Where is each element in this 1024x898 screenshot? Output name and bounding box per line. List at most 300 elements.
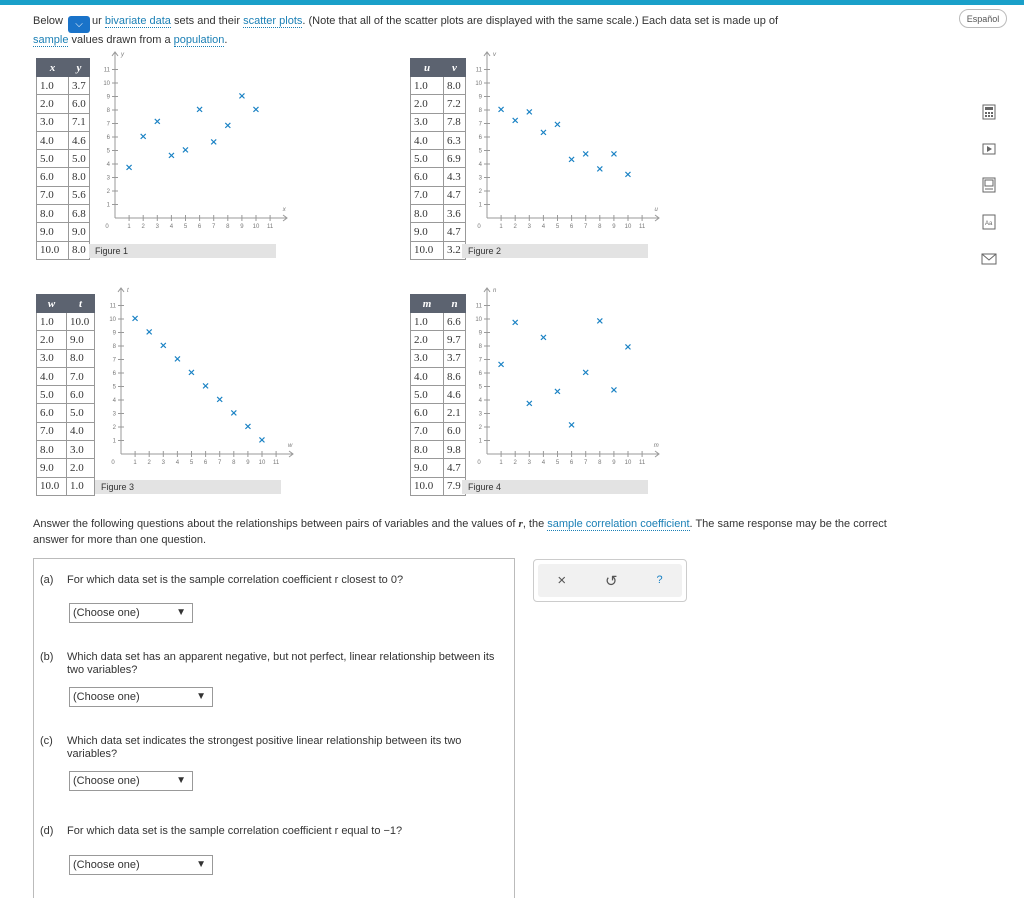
x-tick-label: 2 bbox=[513, 224, 517, 230]
x-tick-label: 10 bbox=[624, 224, 632, 230]
x-tick-label: 5 bbox=[183, 224, 188, 230]
y-tick-label: 8 bbox=[106, 108, 110, 114]
calculator-icon[interactable] bbox=[980, 104, 998, 120]
table-row bbox=[37, 186, 90, 204]
data-point: × bbox=[581, 367, 590, 379]
table-row bbox=[411, 131, 466, 149]
table-cell-x: 7.0 bbox=[411, 422, 444, 440]
table-header-m: m bbox=[411, 295, 444, 313]
data-point: × bbox=[257, 435, 267, 446]
y-tick-label: 8 bbox=[112, 344, 116, 350]
x-tick-label: 4 bbox=[541, 460, 546, 466]
y-tick-label: 7 bbox=[478, 357, 482, 364]
data-point: × bbox=[595, 163, 604, 175]
x-tick-label: 3 bbox=[527, 460, 531, 466]
x-tick-label: 9 bbox=[246, 460, 250, 466]
table-header-t: t bbox=[67, 295, 95, 313]
y-tick-label: 3 bbox=[106, 175, 110, 182]
y-tick-label: 2 bbox=[478, 425, 482, 431]
table-cell-x: 8.0 bbox=[411, 205, 444, 223]
table-cell-y: 9.0 bbox=[69, 223, 90, 241]
table-cell-y: 7.9 bbox=[444, 477, 466, 495]
y-tick-label: 4 bbox=[106, 162, 110, 168]
glossary-icon[interactable] bbox=[980, 214, 998, 230]
x-tick-label: 1 bbox=[127, 224, 131, 230]
table-cell-y: 8.0 bbox=[444, 77, 466, 95]
x-tick-label: 8 bbox=[598, 460, 602, 466]
table-cell-y: 9.8 bbox=[444, 441, 466, 459]
x-tick-label: 6 bbox=[569, 460, 574, 466]
x-tick-label: 6 bbox=[197, 224, 202, 230]
table-cell-y: 2.0 bbox=[67, 459, 95, 477]
table-cell-x: 4.0 bbox=[37, 367, 67, 385]
data-point: × bbox=[623, 169, 633, 181]
table-cell-y: 3.7 bbox=[444, 349, 466, 367]
y-tick-label: 8 bbox=[478, 108, 482, 114]
x-tick-label: 7 bbox=[218, 460, 222, 466]
table-row bbox=[411, 349, 466, 367]
table-cell-x: 10.0 bbox=[411, 477, 444, 495]
data-table-3 bbox=[36, 294, 95, 496]
table-cell-x: 4.0 bbox=[37, 131, 69, 149]
x-axis-label: u bbox=[654, 207, 658, 213]
data-point: × bbox=[243, 421, 253, 433]
table-cell-x: 4.0 bbox=[411, 367, 444, 385]
y-tick-label: 4 bbox=[478, 398, 482, 404]
table-cell-x: 7.0 bbox=[411, 186, 444, 204]
y-tick-label: 2 bbox=[478, 189, 482, 195]
select-answer-d[interactable]: (Choose one) ▼ bbox=[69, 855, 213, 875]
table-cell-y: 9.7 bbox=[444, 331, 466, 349]
y-tick-label: 1 bbox=[478, 438, 482, 445]
y-tick-label: 6 bbox=[478, 135, 482, 141]
x-tick-label: 9 bbox=[240, 224, 244, 230]
table-cell-y: 7.1 bbox=[69, 113, 90, 131]
table-cell-y: 6.3 bbox=[444, 131, 466, 149]
mail-icon[interactable] bbox=[980, 251, 998, 267]
table-cell-x: 8.0 bbox=[37, 205, 69, 223]
data-point: × bbox=[496, 104, 506, 116]
table-cell-y: 7.0 bbox=[67, 367, 95, 385]
scatter-plot-1 bbox=[95, 52, 286, 238]
undo-icon[interactable]: ↺ bbox=[605, 572, 618, 590]
table-row bbox=[411, 168, 466, 186]
x-axis-label: m bbox=[653, 443, 659, 449]
data-point: × bbox=[229, 408, 238, 419]
table-cell-y: 6.6 bbox=[444, 313, 466, 331]
x-tick-label: 11 bbox=[272, 460, 280, 466]
origin-label: 0 bbox=[111, 460, 115, 466]
table-row bbox=[37, 150, 90, 168]
link-population[interactable]: population bbox=[173, 34, 225, 46]
table-row bbox=[37, 131, 90, 149]
dropdown-arrow-icon: ▼ bbox=[176, 775, 186, 786]
answer-tools bbox=[533, 559, 687, 602]
table-cell-x: 3.0 bbox=[411, 113, 444, 131]
table-cell-y: 10.0 bbox=[67, 313, 95, 331]
table-row bbox=[37, 113, 90, 131]
y-tick-label: 10 bbox=[475, 81, 482, 87]
table-row bbox=[411, 150, 466, 168]
y-axis-label: v bbox=[493, 52, 496, 58]
table-cell-x: 9.0 bbox=[37, 223, 69, 241]
data-point: × bbox=[201, 381, 210, 392]
data-point: × bbox=[124, 162, 134, 174]
y-tick-label: 1 bbox=[106, 202, 110, 209]
link-sample-correlation-coefficient[interactable]: sample correlation coefficient bbox=[547, 518, 690, 530]
x-tick-label: 5 bbox=[189, 460, 194, 466]
table-cell-x: 7.0 bbox=[37, 422, 67, 440]
table-row bbox=[411, 422, 466, 440]
table-cell-x: 7.0 bbox=[37, 186, 69, 204]
y-axis-label: n bbox=[493, 288, 497, 294]
x-tick-label: 11 bbox=[638, 224, 646, 230]
y-tick-label: 1 bbox=[112, 438, 116, 445]
data-point: × bbox=[511, 115, 520, 127]
table-cell-y: 6.8 bbox=[69, 205, 90, 223]
data-point: × bbox=[187, 367, 196, 379]
x-tick-label: 2 bbox=[513, 460, 517, 466]
x-axis-label: x bbox=[282, 207, 286, 213]
y-tick-label: 10 bbox=[475, 317, 482, 323]
table-row bbox=[411, 77, 466, 95]
x-tick-label: 7 bbox=[212, 224, 216, 230]
y-tick-label: 9 bbox=[112, 330, 116, 337]
y-tick-label: 3 bbox=[112, 411, 116, 418]
link-bivariate-data[interactable]: bivariate data bbox=[104, 15, 171, 27]
y-tick-label: 11 bbox=[103, 67, 110, 74]
data-point: × bbox=[139, 131, 148, 143]
top-accent-bar bbox=[0, 0, 1024, 5]
y-axis-label: y bbox=[121, 52, 124, 58]
table-row bbox=[411, 95, 466, 113]
x-tick-label: 1 bbox=[499, 224, 503, 230]
table-cell-x: 6.0 bbox=[411, 404, 444, 422]
table-cell-x: 9.0 bbox=[37, 459, 67, 477]
question-intro: Answer the following questions about the relationships between pairs of variables and the values of r, the sample correlation coefficient. The same response may be the correct answer for more than one question. bbox=[33, 518, 887, 546]
link-sample[interactable]: sample bbox=[33, 34, 69, 46]
clear-icon[interactable]: × bbox=[557, 572, 567, 589]
video-icon[interactable] bbox=[980, 141, 998, 157]
table-cell-y: 3.6 bbox=[444, 205, 466, 223]
data-point: × bbox=[609, 149, 619, 161]
x-tick-label: 6 bbox=[203, 460, 208, 466]
data-point: × bbox=[511, 317, 520, 329]
x-tick-label: 8 bbox=[598, 224, 602, 230]
table-row bbox=[411, 313, 466, 331]
table-cell-x: 1.0 bbox=[411, 313, 444, 331]
y-tick-label: 6 bbox=[112, 371, 116, 377]
y-tick-label: 7 bbox=[478, 121, 482, 128]
table-cell-y: 1.0 bbox=[67, 477, 95, 495]
help-icon[interactable]: ? bbox=[656, 574, 663, 586]
table-cell-x: 6.0 bbox=[37, 404, 67, 422]
table-cell-y: 3.7 bbox=[69, 77, 90, 95]
figure-4-caption: Figure 4 bbox=[462, 480, 648, 494]
y-tick-label: 7 bbox=[106, 121, 110, 128]
table-cell-x: 10.0 bbox=[37, 477, 67, 495]
table-cell-y: 4.3 bbox=[444, 168, 466, 186]
x-tick-label: 6 bbox=[569, 224, 574, 230]
table-row bbox=[411, 386, 466, 404]
data-point: × bbox=[209, 136, 218, 148]
table-row bbox=[411, 459, 466, 477]
data-point: × bbox=[130, 313, 140, 325]
y-tick-label: 4 bbox=[478, 162, 482, 168]
collapse-chevron-icon[interactable]: ⌵ bbox=[68, 16, 90, 33]
data-point: × bbox=[595, 316, 604, 328]
table-cell-x: 9.0 bbox=[411, 223, 444, 241]
data-point: × bbox=[159, 340, 168, 352]
y-tick-label: 2 bbox=[112, 425, 116, 431]
table-row bbox=[37, 349, 95, 367]
table-cell-x: 5.0 bbox=[37, 386, 67, 404]
table-cell-x: 2.0 bbox=[37, 331, 67, 349]
y-tick-label: 9 bbox=[106, 94, 110, 101]
scatter-plot-2 bbox=[467, 52, 658, 238]
select-answer-c[interactable]: (Choose one) ▼ bbox=[69, 771, 193, 791]
table-cell-x: 10.0 bbox=[411, 241, 444, 259]
table-row bbox=[411, 205, 466, 223]
data-point: × bbox=[567, 154, 576, 166]
data-point: × bbox=[153, 116, 162, 128]
table-row bbox=[37, 313, 95, 331]
data-point: × bbox=[567, 420, 576, 432]
table-row bbox=[37, 95, 90, 113]
x-tick-label: 1 bbox=[133, 460, 137, 466]
x-tick-label: 3 bbox=[161, 460, 165, 466]
y-tick-label: 3 bbox=[478, 175, 482, 182]
data-point: × bbox=[145, 327, 154, 338]
table-header-x: x bbox=[37, 59, 69, 77]
table-cell-x: 6.0 bbox=[37, 168, 69, 186]
x-tick-label: 5 bbox=[555, 224, 560, 230]
table-cell-x: 9.0 bbox=[411, 459, 444, 477]
x-tick-label: 11 bbox=[638, 460, 646, 466]
data-table-4 bbox=[410, 294, 466, 496]
table-cell-x: 1.0 bbox=[37, 313, 67, 331]
table-row bbox=[37, 331, 95, 349]
table-row bbox=[411, 223, 466, 241]
table-cell-x: 8.0 bbox=[411, 441, 444, 459]
y-tick-label: 5 bbox=[478, 148, 482, 155]
table-cell-y: 7.8 bbox=[444, 113, 466, 131]
y-tick-label: 7 bbox=[112, 357, 116, 364]
table-cell-x: 3.0 bbox=[37, 349, 67, 367]
scatter-plot-3 bbox=[101, 288, 293, 474]
x-tick-label: 8 bbox=[232, 460, 236, 466]
dropdown-arrow-icon: ▼ bbox=[176, 607, 186, 618]
y-tick-label: 11 bbox=[475, 67, 482, 74]
table-cell-x: 1.0 bbox=[37, 77, 69, 95]
table-cell-x: 5.0 bbox=[37, 150, 69, 168]
x-tick-label: 10 bbox=[624, 460, 632, 466]
textbook-icon[interactable] bbox=[980, 177, 998, 193]
svg-text:Aa: Aa bbox=[985, 221, 993, 227]
table-cell-y: 4.7 bbox=[444, 223, 466, 241]
y-tick-label: 2 bbox=[106, 189, 110, 195]
scatter-plot-4 bbox=[467, 288, 659, 474]
table-row bbox=[37, 367, 95, 385]
table-cell-y: 9.0 bbox=[67, 331, 95, 349]
figure-1-caption: Figure 1 bbox=[89, 244, 276, 258]
x-tick-label: 7 bbox=[584, 460, 588, 466]
table-row bbox=[411, 477, 466, 495]
data-point: × bbox=[496, 359, 506, 371]
figure-3-caption: Figure 3 bbox=[95, 480, 281, 494]
table-cell-y: 6.9 bbox=[444, 150, 466, 168]
data-point: × bbox=[167, 150, 176, 162]
dropdown-arrow-icon: ▼ bbox=[196, 691, 206, 702]
table-row bbox=[411, 441, 466, 459]
data-point: × bbox=[215, 394, 224, 406]
select-answer-b[interactable]: (Choose one) ▼ bbox=[69, 687, 213, 707]
x-tick-label: 3 bbox=[527, 224, 531, 230]
table-cell-x: 5.0 bbox=[411, 386, 444, 404]
x-tick-label: 8 bbox=[226, 224, 230, 230]
table-cell-y: 3.0 bbox=[67, 441, 95, 459]
table-cell-y: 4.7 bbox=[444, 186, 466, 204]
y-tick-label: 10 bbox=[109, 317, 116, 323]
x-tick-label: 2 bbox=[147, 460, 151, 466]
y-tick-label: 9 bbox=[478, 94, 482, 101]
y-tick-label: 1 bbox=[478, 202, 482, 209]
table-cell-x: 3.0 bbox=[37, 113, 69, 131]
y-tick-label: 5 bbox=[112, 384, 116, 391]
table-header-w: w bbox=[37, 295, 67, 313]
table-cell-x: 10.0 bbox=[37, 241, 69, 259]
link-scatter-plots[interactable]: scatter plots bbox=[243, 15, 303, 27]
table-row bbox=[411, 404, 466, 422]
x-tick-label: 2 bbox=[141, 224, 145, 230]
table-header-n: n bbox=[444, 295, 466, 313]
table-cell-y: 6.0 bbox=[444, 422, 466, 440]
data-point: × bbox=[581, 149, 590, 161]
data-point: × bbox=[553, 119, 562, 131]
table-cell-y: 5.0 bbox=[67, 404, 95, 422]
y-tick-label: 11 bbox=[475, 303, 482, 310]
y-tick-label: 4 bbox=[112, 398, 116, 404]
table-cell-y: 3.2 bbox=[444, 241, 466, 259]
table-cell-x: 2.0 bbox=[411, 331, 444, 349]
data-table-2 bbox=[410, 58, 466, 260]
data-point: × bbox=[237, 91, 247, 102]
data-point: × bbox=[539, 332, 548, 344]
table-cell-y: 8.0 bbox=[69, 168, 90, 186]
table-cell-y: 4.7 bbox=[444, 459, 466, 477]
table-row bbox=[37, 168, 90, 186]
table-cell-y: 8.0 bbox=[69, 241, 90, 259]
table-cell-x: 4.0 bbox=[411, 131, 444, 149]
table-cell-y: 6.0 bbox=[67, 386, 95, 404]
select-answer-a[interactable]: (Choose one) ▼ bbox=[69, 603, 193, 623]
x-tick-label: 7 bbox=[584, 224, 588, 230]
table-cell-y: 5.6 bbox=[69, 186, 90, 204]
data-point: × bbox=[539, 127, 548, 139]
table-row bbox=[411, 331, 466, 349]
language-button[interactable]: Español bbox=[959, 9, 1007, 28]
table-header-y: y bbox=[69, 59, 90, 77]
table-cell-x: 3.0 bbox=[411, 349, 444, 367]
table-row bbox=[37, 404, 95, 422]
table-cell-x: 6.0 bbox=[411, 168, 444, 186]
table-header-v: v bbox=[444, 59, 466, 77]
table-row bbox=[37, 441, 95, 459]
data-point: × bbox=[173, 354, 182, 365]
table-row bbox=[411, 113, 466, 131]
x-tick-label: 5 bbox=[555, 460, 560, 466]
x-tick-label: 9 bbox=[612, 224, 616, 230]
table-row bbox=[37, 422, 95, 440]
data-table-1 bbox=[36, 58, 90, 260]
questions-panel: (a) For which data set is the sample correlation coefficient r closest to 0? (Choose one) ▼ (b) Which data set has an apparent negative, but not perfect, linear relationship between its two variables? (Choose one) ▼ (c) Which data set indicates the strongest positive linear relationship between its two variables? (Choose one) ▼ (d) For which data set is the sample correlation coefficient r equal to −1? (Choose one) ▼ bbox=[33, 558, 515, 898]
table-cell-y: 4.6 bbox=[444, 386, 466, 404]
dropdown-arrow-icon: ▼ bbox=[196, 859, 206, 870]
table-row bbox=[37, 459, 95, 477]
x-tick-label: 1 bbox=[499, 460, 503, 466]
table-cell-x: 2.0 bbox=[411, 95, 444, 113]
table-cell-y: 8.0 bbox=[67, 349, 95, 367]
figure-2-caption: Figure 2 bbox=[462, 244, 648, 258]
x-tick-label: 10 bbox=[258, 460, 266, 466]
data-point: × bbox=[525, 398, 534, 410]
data-point: × bbox=[251, 104, 261, 116]
table-row bbox=[37, 77, 90, 95]
data-point: × bbox=[181, 145, 190, 156]
y-tick-label: 5 bbox=[106, 148, 110, 155]
y-tick-label: 5 bbox=[478, 384, 482, 391]
y-tick-label: 10 bbox=[103, 81, 110, 87]
table-cell-y: 5.0 bbox=[69, 150, 90, 168]
origin-label: 0 bbox=[477, 224, 481, 230]
table-cell-y: 8.6 bbox=[444, 367, 466, 385]
x-tick-label: 9 bbox=[612, 460, 616, 466]
table-row bbox=[411, 241, 466, 259]
table-row bbox=[411, 186, 466, 204]
y-tick-label: 3 bbox=[478, 411, 482, 418]
data-point: × bbox=[195, 104, 204, 116]
y-tick-label: 6 bbox=[478, 371, 482, 377]
table-row bbox=[37, 241, 90, 259]
data-point: × bbox=[623, 341, 633, 353]
data-point: × bbox=[525, 107, 534, 119]
data-point: × bbox=[223, 120, 232, 132]
table-row bbox=[37, 223, 90, 241]
y-tick-label: 11 bbox=[109, 303, 116, 310]
origin-label: 0 bbox=[105, 224, 109, 230]
x-tick-label: 4 bbox=[175, 460, 180, 466]
table-cell-y: 2.1 bbox=[444, 404, 466, 422]
table-cell-x: 5.0 bbox=[411, 150, 444, 168]
y-tick-label: 9 bbox=[478, 330, 482, 337]
table-row bbox=[411, 367, 466, 385]
table-header-u: u bbox=[411, 59, 444, 77]
y-axis-label: t bbox=[127, 288, 129, 294]
origin-label: 0 bbox=[477, 460, 481, 466]
table-cell-y: 7.2 bbox=[444, 95, 466, 113]
table-row bbox=[37, 205, 90, 223]
y-tick-label: 8 bbox=[478, 344, 482, 350]
y-tick-label: 6 bbox=[106, 135, 110, 141]
x-tick-label: 11 bbox=[266, 224, 274, 230]
x-tick-label: 4 bbox=[541, 224, 546, 230]
table-row bbox=[37, 477, 95, 495]
x-tick-label: 4 bbox=[169, 224, 174, 230]
table-cell-x: 1.0 bbox=[411, 77, 444, 95]
intro-text: Below ⌵ ur bivariate data sets and their scatter plots. (Note that all of the scatter plots are displayed with the same scale.) Each data set is made up of sample values drawn from a population. bbox=[33, 15, 779, 46]
table-cell-y: 4.0 bbox=[67, 422, 95, 440]
table-row bbox=[37, 386, 95, 404]
